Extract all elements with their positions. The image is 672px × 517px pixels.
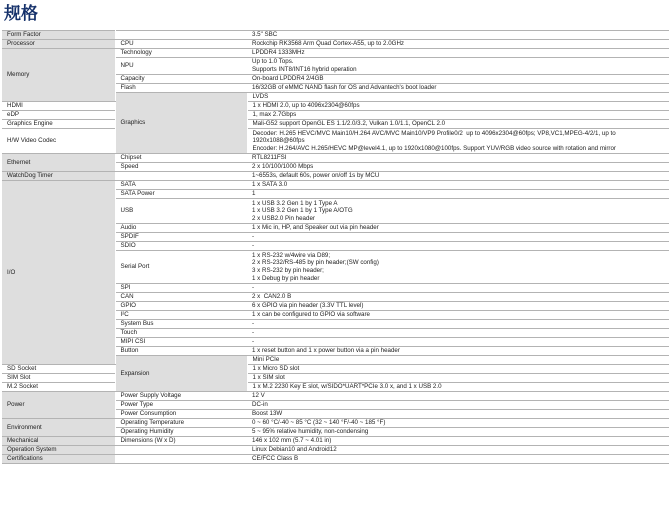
spec-category: WatchDog Timer xyxy=(2,172,115,181)
spec-row xyxy=(2,383,669,392)
spec-row xyxy=(2,181,669,190)
spec-row xyxy=(2,49,669,58)
spec-row xyxy=(2,437,669,446)
spec-item xyxy=(115,455,247,464)
spec-value: - xyxy=(247,320,669,329)
spec-category: Ethernet xyxy=(2,154,115,172)
spec-item: Power Type xyxy=(115,401,247,410)
spec-row xyxy=(2,446,669,455)
spec-value: Up to 1.0 Tops. Supports INT8/INT16 hybrid operation xyxy=(247,58,669,75)
spec-item: Operating Humidity xyxy=(115,428,247,437)
spec-row xyxy=(2,120,669,129)
spec-item: Power Consumption xyxy=(115,410,247,419)
spec-item: Flash xyxy=(115,84,247,93)
spec-item: GPIO xyxy=(115,302,247,311)
spec-value: 5 ~ 95% relative humidity, non-condensing xyxy=(247,428,669,437)
spec-item: Speed xyxy=(115,163,247,172)
spec-row xyxy=(2,374,669,383)
spec-value: 1 x RS-232 w/4wire via D89; 2 x RS-232/RS-485 by pin header;(SW config) 3 x RS-232 by pin header; 1 x Debug by pin header xyxy=(247,251,669,284)
spec-item: HDMI xyxy=(2,102,115,111)
page-title: 规格 xyxy=(4,4,38,24)
spec-category: I/O xyxy=(2,181,115,365)
spec-item xyxy=(115,172,247,181)
spec-value: 2 x 10/100/1000 Mbps xyxy=(247,163,669,172)
spec-item: Mini PCIe xyxy=(247,356,669,365)
spec-value: 1 x SIM slot xyxy=(247,374,669,383)
spec-row xyxy=(2,129,669,154)
spec-item: CAN xyxy=(115,293,247,302)
spec-value: 1 x M.2 2230 Key E slot, w/SIDO*UART*PCIe 3.0 x, and 1 x USB 2.0 xyxy=(247,383,669,392)
spec-item: SD Socket xyxy=(2,365,115,374)
spec-item: eDP xyxy=(2,111,115,120)
spec-value: 1 x SATA 3.0 xyxy=(247,181,669,190)
spec-item: H/W Video Codec xyxy=(2,129,115,154)
spec-item: Button xyxy=(115,347,247,356)
spec-value: DC-in xyxy=(247,401,669,410)
spec-category: Processor xyxy=(2,40,115,49)
spec-item: Dimensions (W x D) xyxy=(115,437,247,446)
spec-table xyxy=(2,30,669,464)
spec-value: 1 x USB 3.2 Gen 1 by 1 Type A 1 x USB 3.2 Gen 1 by 1 Type A/OTG 2 x USB2.0 Pin header xyxy=(247,199,669,224)
spec-value: Decoder: H.265 HEVC/MVC Main10/H.264 AVC/MVC Main10/VP9 Profile0/2 up to 4096x2304@60fps; VP8,VC1,MPEG-4/2/1, up to 1920x1088@60fps Encoder: H.264/AVC H.265/HEVC MP@level4.1, up to 1920x1080@100fps. Support YUV/RGB video source with rotation and mirror xyxy=(247,129,669,154)
spec-value: Boost 13W xyxy=(247,410,669,419)
spec-category: Memory xyxy=(2,49,115,102)
spec-value: - xyxy=(247,338,669,347)
spec-row xyxy=(2,392,669,401)
spec-item: Capacity xyxy=(115,75,247,84)
spec-item: System Bus xyxy=(115,320,247,329)
spec-value: RTL8211FSI xyxy=(247,154,669,163)
spec-value: 0 ~ 60 °C/-40 ~ 85 °C (32 ~ 140 °F/-40 ~ 185 °F) xyxy=(247,419,669,428)
spec-value: 16/32GB of eMMC NAND flash for OS and Advantech's boot loader xyxy=(247,84,669,93)
spec-item: I²C xyxy=(115,311,247,320)
spec-row xyxy=(2,419,669,428)
spec-value: Rockchip RK3568 Arm Quad Cortex-A55, up to 2.0GHz xyxy=(247,40,669,49)
spec-value: LPDDR4 1333MHz xyxy=(247,49,669,58)
spec-row xyxy=(2,40,669,49)
spec-value: On-board LPDDR4 2/4GB xyxy=(247,75,669,84)
spec-item: Chipset xyxy=(115,154,247,163)
spec-item: SATA xyxy=(115,181,247,190)
spec-item: CPU xyxy=(115,40,247,49)
spec-row xyxy=(2,31,669,40)
spec-item: SDIO xyxy=(115,242,247,251)
spec-item: NPU xyxy=(115,58,247,75)
spec-value: Linux Debian10 and Android12 xyxy=(247,446,669,455)
spec-item xyxy=(115,446,247,455)
spec-value: 3.5" SBC xyxy=(247,31,669,40)
spec-item: SPDIF xyxy=(115,233,247,242)
spec-value: - xyxy=(247,233,669,242)
spec-value: - xyxy=(247,284,669,293)
spec-row xyxy=(2,111,669,120)
spec-item: SIM Slot xyxy=(2,374,115,383)
spec-category: Environment xyxy=(2,419,115,437)
spec-item: LVDS xyxy=(247,93,669,102)
spec-item: M.2 Socket xyxy=(2,383,115,392)
spec-value: 1 x HDMI 2.0, up to 4096x2304@60fps xyxy=(247,102,669,111)
spec-value: Mali-G52 support OpenGL ES 1.1/2.0/3.2, Vulkan 1.0/1.1, OpenCL 2.0 xyxy=(247,120,669,129)
spec-value: 6 x GPIO via pin header (3.3V TTL level) xyxy=(247,302,669,311)
spec-category: Certifications xyxy=(2,455,115,464)
spec-table-body xyxy=(2,31,669,464)
spec-item xyxy=(115,31,247,40)
spec-item: Power Supply Voltage xyxy=(115,392,247,401)
spec-item: USB xyxy=(115,199,247,224)
spec-category: Operation System xyxy=(2,446,115,455)
spec-value: 1 x Micro SD slot xyxy=(247,365,669,374)
spec-item: Audio xyxy=(115,224,247,233)
spec-item: Graphics Engine xyxy=(2,120,115,129)
spec-category: Expansion xyxy=(115,356,247,392)
spec-category: Form Factor xyxy=(2,31,115,40)
spec-item: MIPI CSI xyxy=(115,338,247,347)
spec-value: 12 V xyxy=(247,392,669,401)
spec-row xyxy=(2,365,669,374)
spec-value: - xyxy=(247,242,669,251)
spec-value: 146 x 102 mm (5.7 ~ 4.01 in) xyxy=(247,437,669,446)
spec-value: - xyxy=(247,329,669,338)
spec-item: Operating Temperature xyxy=(115,419,247,428)
spec-category: Mechanical xyxy=(2,437,115,446)
spec-value: 1, max 2.7Gbps xyxy=(247,111,669,120)
spec-item: Technology xyxy=(115,49,247,58)
spec-row xyxy=(2,154,669,163)
spec-category: Power xyxy=(2,392,115,419)
spec-item: Serial Port xyxy=(115,251,247,284)
spec-value: 1 x Mic in, HP, and Speaker out via pin header xyxy=(247,224,669,233)
spec-row xyxy=(2,172,669,181)
spec-row xyxy=(2,102,669,111)
spec-value: 1 xyxy=(247,190,669,199)
spec-value: 1~6553s, default 60s, power on/off 1s by MCU xyxy=(247,172,669,181)
spec-value: 1 x can be configured to GPIO via software xyxy=(247,311,669,320)
spec-value: 2 x CAN2.0 B xyxy=(247,293,669,302)
spec-item: Touch xyxy=(115,329,247,338)
spec-value: 1 x reset button and 1 x power button via a pin header xyxy=(247,347,669,356)
spec-category: Graphics xyxy=(115,93,247,154)
spec-item: SPI xyxy=(115,284,247,293)
spec-item: SATA Power xyxy=(115,190,247,199)
spec-row xyxy=(2,455,669,464)
spec-value: CE/FCC Class B xyxy=(247,455,669,464)
